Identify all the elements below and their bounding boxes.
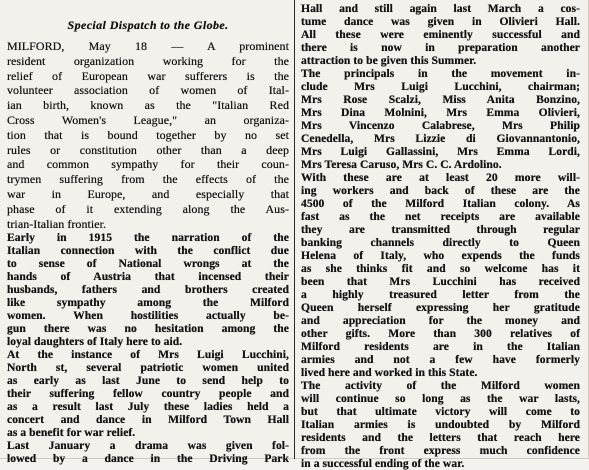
text-line: as early as last June to send help to: [7, 374, 289, 388]
text-line: banking channels directly to Queen: [301, 236, 580, 249]
right-body-text: [301, 2, 580, 470]
text-line: Mrs Teresa Caruso, Mrs C. C. Ardolino.: [301, 158, 502, 171]
text-line: and common sympathy for their coun-: [7, 157, 289, 172]
text-line: Cenedella, Mrs Lizzie di Giovannantonio,: [301, 132, 580, 145]
text-line: a highly treasured letter from the: [301, 288, 580, 301]
text-line: Queen herself expressing her gratitude: [301, 301, 580, 314]
left-lead-paragraph: [7, 39, 289, 231]
text-line: gun there was no hesitation among the: [7, 322, 289, 336]
text-line: Last January a drama was given fol-: [7, 439, 289, 453]
text-line: Early in 1915 the narration of the: [7, 231, 289, 245]
text-line: trian-Italian frontier.: [7, 216, 107, 231]
text-line: as she thinks fit and so welcome has it: [301, 262, 580, 275]
text-line: war in Europe, and especially that: [7, 186, 289, 201]
text-line: in a successful ending of the war.: [301, 457, 465, 470]
text-line: MILFORD, May 18 — A prominent: [7, 39, 289, 53]
text-line: rules or constitution other than a deep: [7, 142, 289, 157]
text-line: trymen suffering from the effects of the: [7, 172, 289, 187]
text-line: and appreciation for the money and: [301, 314, 580, 327]
text-line: Italian armies is undoubted by Milford: [301, 418, 580, 431]
text-line: clude Mrs Luigi Lucchini, chairman;: [301, 80, 580, 93]
text-line: The principals in the movement in-: [301, 67, 580, 80]
text-line: lowed by a dance in the Driving Park: [7, 452, 289, 466]
text-line: there is now in preparation another: [301, 41, 580, 54]
text-line: 4500 of the Milford Italian colony. As: [301, 197, 580, 210]
text-line: phase of it extending along the Aus-: [7, 201, 289, 216]
text-line: tion that is bound together by no set: [7, 127, 289, 142]
text-line: resident organization working for the: [7, 53, 289, 68]
text-line: lived here and worked in this State.: [301, 366, 478, 379]
text-line: relief of European war sufferers is the: [7, 68, 289, 83]
text-line: but that ultimate victory will come to: [301, 405, 580, 418]
text-line: Hall and still again last March a cos-: [301, 2, 580, 15]
text-line: ing workers and back of these are the: [301, 184, 580, 197]
text-line: loyal daughters of Italy here to aid.: [7, 335, 183, 349]
text-line: ian birth, known as the "Italian Red: [7, 98, 289, 113]
right-column: [301, 2, 580, 470]
text-line: women. When hostilities actually be-: [7, 309, 289, 323]
text-line: they are transmitted through regular: [301, 223, 580, 236]
left-column: [7, 18, 289, 465]
text-line: residents and the letters that reach here: [301, 431, 580, 444]
text-line: volunteer association of women of Ital-: [7, 83, 289, 98]
text-line: Italian connection with the conflict due: [7, 244, 289, 258]
text-line: Mrs Dina Molnini, Mrs Emma Olivieri,: [301, 106, 580, 119]
text-line: been that Mrs Lucchini has received: [301, 275, 580, 288]
text-line: The activity of the Milford women: [301, 379, 580, 392]
text-line: With these are at least 20 more will-: [301, 171, 580, 184]
text-line: like sympathy among the Milford: [7, 296, 289, 310]
column-rule: [294, 0, 295, 459]
text-line: as a result last July these ladies held a: [7, 400, 289, 414]
text-line: armies and not a few have formerly: [301, 353, 580, 366]
text-line: Cross Women's League," an organiza-: [7, 112, 289, 127]
text-line: hands of Austria that incensed their: [7, 270, 289, 284]
text-line: Mrs Luigi Gallassini, Mrs Emma Lordi,: [301, 145, 580, 158]
text-line: All these were eminently successful and: [301, 28, 580, 41]
text-line: Mrs Vincenzo Calabrese, Mrs Philip: [301, 119, 580, 132]
text-line: other gifts. More than 300 relatives of: [301, 327, 580, 340]
text-line: attraction to be given this Summer.: [301, 54, 477, 67]
text-line: from the front express much confidence: [301, 444, 580, 457]
text-line: fast as the net receipts are available: [301, 210, 580, 223]
headline: Special Dispatch to the Globe.: [67, 18, 229, 32]
text-line: At the instance of Mrs Luigi Lucchini,: [7, 348, 289, 362]
text-line: their suffering fellow country people and: [7, 387, 289, 401]
left-body-text: [7, 231, 289, 465]
text-line: to sense of National wrongs at the: [7, 257, 289, 271]
text-line: North st, several patriotic women united: [7, 361, 289, 375]
text-line: as a benefit for war relief.: [7, 426, 136, 440]
text-line: Milford residents are in the Italian: [301, 340, 580, 353]
text-line: Mrs Rose Scalzi, Miss Anita Bonzino,: [301, 93, 580, 106]
text-line: will continue so long as the war lasts,: [301, 392, 580, 405]
text-line: concert and dance in Milford Town Hall: [7, 413, 289, 427]
text-line: Helena of Italy, who expends the funds: [301, 249, 580, 262]
text-line: husbands, fathers and brothers created: [7, 283, 289, 297]
text-line: tume dance was given in Olivieri Hall.: [301, 15, 580, 28]
